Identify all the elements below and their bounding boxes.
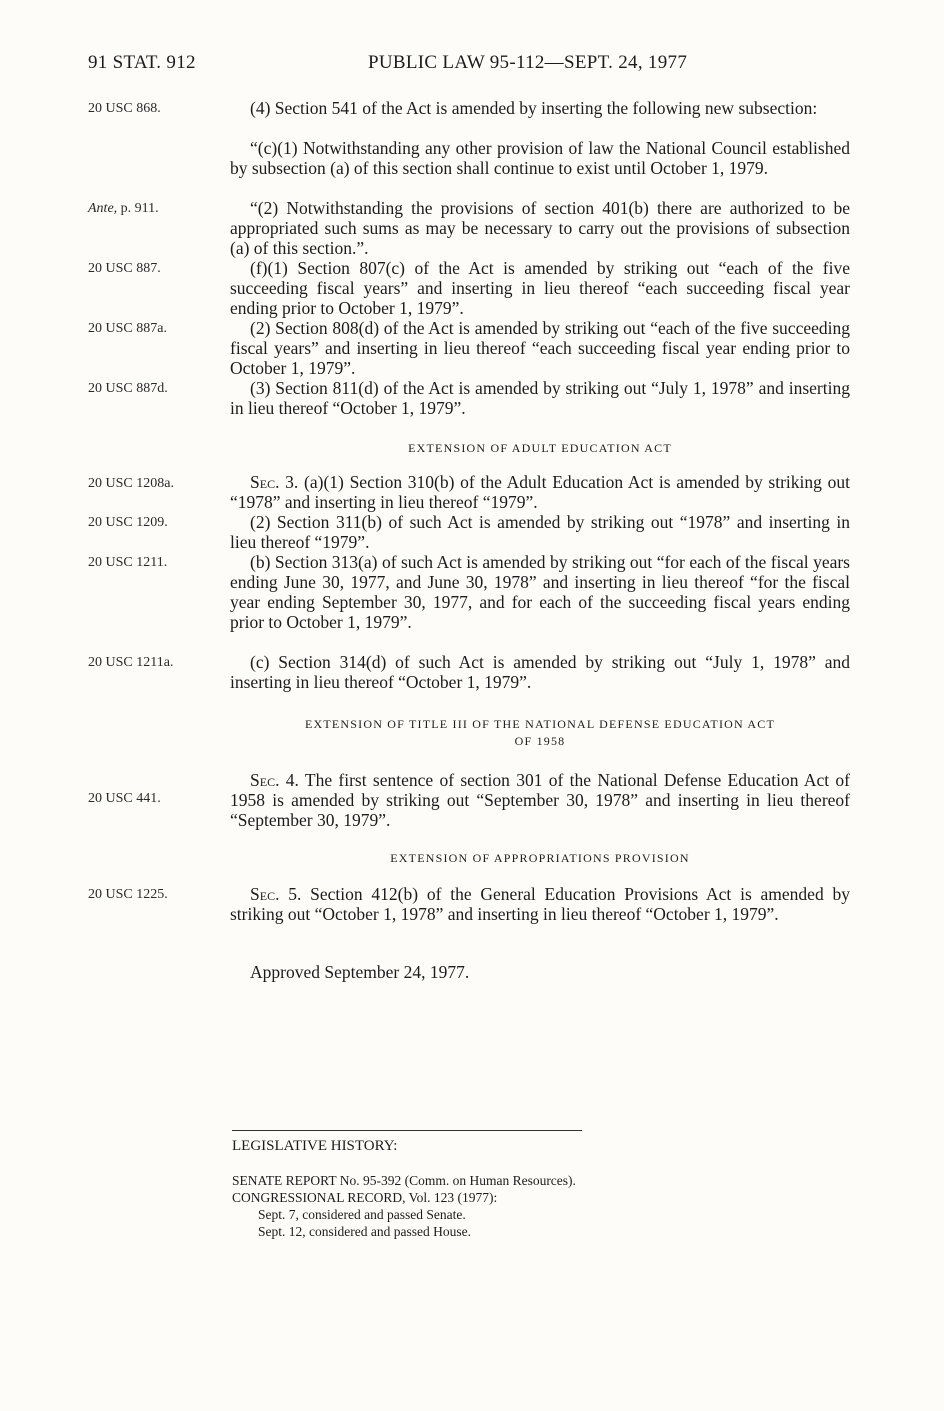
margin-note: 20 USC 868.	[88, 101, 161, 116]
margin-note	[88, 200, 159, 218]
margin-note-italic: Ante,	[88, 201, 118, 216]
margin-note: 20 USC 1225.	[88, 887, 168, 902]
margin-note: 20 USC 1211a.	[88, 655, 174, 670]
margin-note: 20 USC 887d.	[88, 381, 168, 396]
history-line: CONGRESSIONAL RECORD, Vol. 123 (1977):	[232, 1190, 498, 1205]
divider-rule	[232, 1130, 582, 1131]
paragraph-text: (f)(1) Section 807(c) of the Act is amended by striking out “each of the five succeeding fiscal years” and inserting in lieu thereof “each succeeding fiscal year ending prior to October 1, 1979”.	[230, 258, 850, 318]
paragraph-text: (c) Section 314(d) of such Act is amended by striking out “July 1, 1978” and inserting in lieu thereof “October 1, 1979”.	[230, 652, 850, 692]
history-line: Sept. 7, considered and passed Senate.	[258, 1207, 466, 1222]
section-number: Sec. 3.	[250, 472, 299, 492]
margin-note: 20 USC 887.	[88, 261, 161, 276]
body-paragraph	[230, 318, 850, 378]
section-heading: EXTENSION OF APPROPRIATIONS PROVISION	[390, 851, 690, 865]
page-citation: 91 STAT. 912	[88, 52, 196, 73]
body-paragraph	[230, 552, 850, 632]
margin-note: 20 USC 1208a.	[88, 476, 174, 491]
body-paragraph	[230, 258, 850, 318]
body-paragraph	[230, 98, 850, 118]
body-paragraph	[230, 378, 850, 418]
section-heading-line: EXTENSION OF TITLE III OF THE NATIONAL DEFENSE EDUCATION ACT	[304, 717, 776, 731]
paragraph-text: (2) Section 808(d) of the Act is amended by striking out “each of the five succeeding fiscal years” and inserting in lieu thereof “each succeeding fiscal year ending prior to October 1, 1979”.	[230, 318, 850, 378]
history-line: Sept. 12, considered and passed House.	[258, 1224, 471, 1239]
body-paragraph	[230, 198, 850, 258]
body-paragraph	[230, 472, 850, 512]
approval-text: Approved September 24, 1977.	[250, 962, 470, 982]
margin-note: 20 USC 1211.	[88, 555, 168, 570]
approval-line	[230, 962, 850, 982]
paragraph-text: (a)(1) Section 310(b) of the Adult Education Act is amended by striking out “1978” and inserting in lieu thereof “1979”.	[230, 472, 850, 512]
body-paragraph	[230, 652, 850, 692]
margin-note-text: p. 911.	[117, 201, 159, 216]
paragraph-text: (b) Section 313(a) of such Act is amended by striking out “for each of the fiscal years ending June 30, 1977, and June 30, 1978” and inserting in lieu thereof “for the fiscal year ending September 30, 1977, and for each of the succeeding fiscal years ending prior to October 1, 1979”.	[230, 552, 850, 632]
paragraph-text: (2) Section 311(b) of such Act is amended by striking out “1978” and inserting in lieu thereof “1979”.	[230, 512, 850, 552]
paragraph-text: “(2) Notwithstanding the provisions of section 401(b) there are authorized to be appropriated such sums as may be necessary to carry out the provisions of subsection (a) of this section.”.	[230, 198, 850, 258]
margin-note: 20 USC 1209.	[88, 515, 168, 530]
body-paragraph	[230, 512, 850, 552]
margin-note: 20 USC 887a.	[88, 321, 167, 336]
paragraph-text: Section 412(b) of the General Education Provisions Act is amended by striking out “October 1, 1978” and inserting in lieu thereof “October 1, 1979”.	[230, 884, 850, 924]
paragraph-text: “(c)(1) Notwithstanding any other provision of law the National Council established by subsection (a) of this section shall continue to exist until October 1, 1979.	[230, 138, 850, 178]
paragraph-text: (4) Section 541 of the Act is amended by inserting the following new subsection:	[250, 98, 818, 118]
paragraph-text: (3) Section 811(d) of the Act is amended by striking out “July 1, 1978” and inserting in lieu thereof “October 1, 1979”.	[230, 378, 850, 418]
running-head: PUBLIC LAW 95-112—SEPT. 24, 1977	[368, 52, 688, 73]
section-heading-line: OF 1958	[514, 734, 566, 748]
section-number: Sec. 4.	[250, 770, 299, 790]
margin-note: 20 USC 441.	[88, 791, 161, 806]
section-heading: EXTENSION OF ADULT EDUCATION ACT	[408, 441, 672, 455]
paragraph-text: The first sentence of section 301 of the National Defense Education Act of 1958 is amended by striking out “September 30, 1978” and inserting in lieu thereof “September 30, 1979”.	[230, 770, 851, 830]
section-number: Sec. 5.	[250, 884, 302, 904]
body-paragraph	[230, 770, 850, 830]
body-paragraph	[230, 884, 850, 924]
history-title: LEGISLATIVE HISTORY:	[232, 1138, 398, 1154]
section-heading	[230, 716, 850, 750]
body-paragraph	[230, 138, 850, 178]
history-line: SENATE REPORT No. 95-392 (Comm. on Human Resources).	[232, 1173, 576, 1188]
